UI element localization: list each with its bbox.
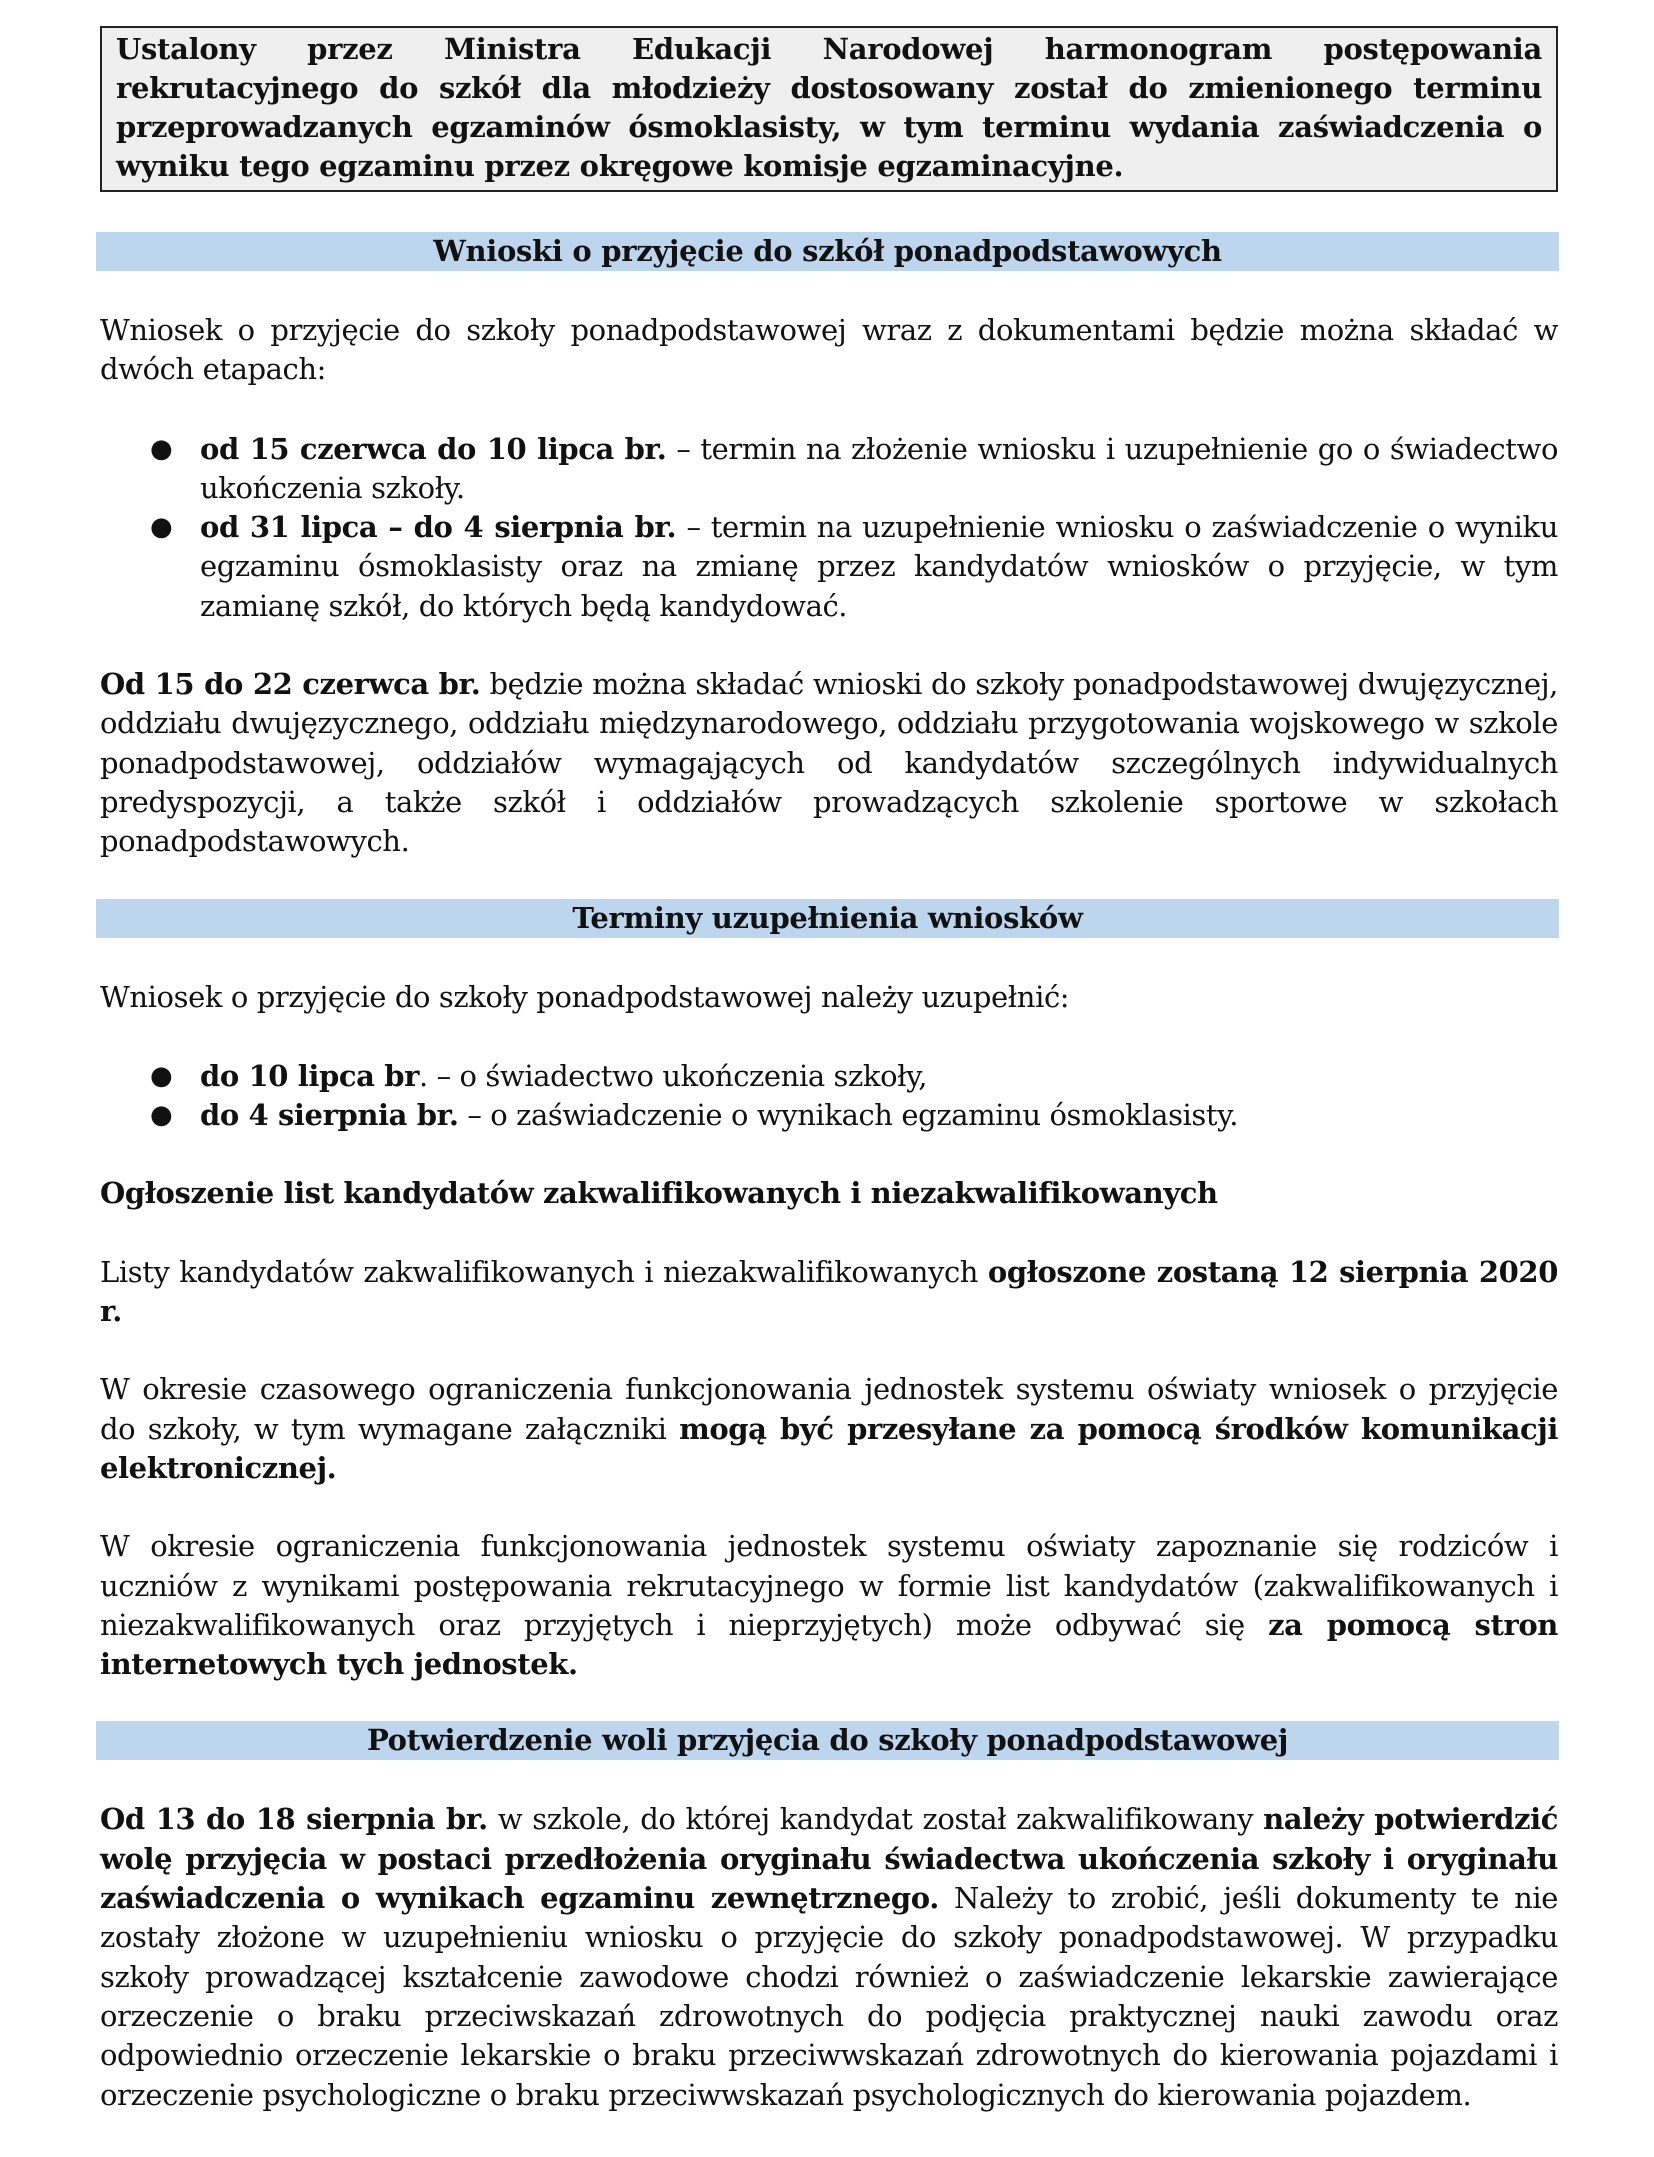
bullet-icon: ● bbox=[150, 1100, 173, 1131]
special-schools-text: będzie można składać wnioski do szkoły ponadpodstawowej dwujęzycznej, oddziału dwujęzycznego, oddziału międzynarodowego, oddziału przygotowania wojskowego w szkole ponadpodstawowej, oddziałów wymagających od kandydatów szczególnych indywidualnych predyspozycji, a także szkół i oddziałów prowadzących szkolenie sportowe w szkołach ponadpodstawowych. bbox=[100, 667, 1558, 859]
section-heading-text: Wnioski o przyjęcie do szkół ponadpodstawowych bbox=[433, 234, 1222, 268]
lists-announcement-paragraph bbox=[100, 1253, 1558, 1332]
bullet-icon: ● bbox=[150, 512, 173, 543]
confirmation-text: w szkole, do której kandydat został zakwalifikowany bbox=[487, 1802, 1264, 1837]
electronic-submission-paragraph bbox=[100, 1370, 1558, 1488]
list-item bbox=[100, 430, 1558, 509]
stage-date-range: od 31 lipca – do 4 sierpnia br. bbox=[200, 510, 677, 545]
electronic-text: W okresie czasowego ograniczenia funkcjonowania jednostek systemu oświaty wniosek o przyjęcie do szkoły, w tym wymagane załączniki bbox=[100, 1372, 1558, 1446]
applications-intro-paragraph: Wniosek o przyjęcie do szkoły ponadpodstawowej wraz z dokumentami będzie można składać w dwóch etapach: bbox=[100, 313, 1558, 387]
subheading-text: Ogłoszenie list kandydatów zakwalifikowanych i niezakwalifikowanych bbox=[100, 1176, 1218, 1211]
confirmation-requirement: należy potwierdzić wolę przyjęcia w postaci przedłożenia oryginału świadectwa ukończenia szkoły i oryginału zaświadczenia o wynikach egzaminu zewnętrznego. bbox=[100, 1802, 1558, 1916]
results-publication-paragraph bbox=[100, 1527, 1558, 1684]
lists-date: ogłoszone zostaną 12 sierpnia 2020 r. bbox=[100, 1254, 1558, 1329]
application-stages-list bbox=[100, 430, 1558, 626]
special-schools-paragraph bbox=[100, 665, 1558, 861]
deadlines-intro-paragraph: Wniosek o przyjęcie do szkoły ponadpodstawowej należy uzupełnić: bbox=[100, 979, 1070, 1014]
list-item bbox=[100, 1057, 1558, 1096]
list-item bbox=[100, 1096, 1558, 1135]
section-heading-deadlines bbox=[96, 899, 1559, 938]
electronic-emphasis: mogą być przesyłane za pomocą środków komunikacji elektronicznej. bbox=[100, 1411, 1558, 1485]
section-heading-text: Terminy uzupełnienia wniosków bbox=[572, 900, 1083, 935]
list-item bbox=[100, 508, 1558, 626]
deadline-description: . – o świadectwo ukończenia szkoły, bbox=[418, 1058, 928, 1093]
deadline-date: do 4 sierpnia br. bbox=[200, 1098, 459, 1133]
results-text: W okresie ograniczenia funkcjonowania jednostek systemu oświaty zapoznanie się rodziców i uczniów z wynikami postępowania rekrutacyjnego w formie list kandydatów (zakwalifikowanych i niezakwalifikowanych oraz przyjętych i nieprzyjętych) może odbywać się bbox=[100, 1529, 1558, 1642]
stage-description: – termin na złożenie wniosku i uzupełnienie go o świadectwo ukończenia szkoły. bbox=[200, 431, 1559, 505]
section-heading-text: Potwierdzenie woli przyjęcia do szkoły ponadpodstawowej bbox=[366, 1723, 1289, 1758]
section-heading-confirmation bbox=[96, 1721, 1559, 1760]
stage-description: – termin na uzupełnienie wniosku o zaświadczenie o wyniku egzaminu ósmoklasisty oraz na zmianę przez kandydatów wniosków o przyjęcie, w tym zamianę szkół, do których będą kandydować. bbox=[200, 510, 1558, 623]
bullet-icon: ● bbox=[150, 1060, 173, 1091]
results-emphasis: za pomocą stron internetowych tych jednostek. bbox=[100, 1607, 1558, 1682]
deadlines-list bbox=[100, 1057, 1558, 1136]
intro-notice-box bbox=[100, 26, 1558, 192]
deadline-date: do 10 lipca br bbox=[200, 1058, 419, 1093]
bullet-icon: ● bbox=[150, 433, 173, 464]
lists-announcement-heading bbox=[100, 1174, 1558, 1213]
section-heading-applications bbox=[96, 232, 1559, 271]
document-page bbox=[100, 26, 1558, 2115]
confirmation-details: Należy to zrobić, jeśli dokumenty te nie zostały złożone w uzupełnieniu wniosku o przyjęcie do szkoły ponadpodstawowej. W przypadku szkoły prowadzącej kształcenie zawodowe chodzi również o zaświadczenie lekarskie zawierające orzeczenie o braku przeciwskazań zdrowotnych do podjęcia praktycznej nauki zawodu oraz odpowiednio orzeczenie lekarskie o braku przeciwwskazań zdrowotnych do kierowania pojazdami i orzeczenie psychologiczne o braku przeciwwskazań psychologicznych do kierowania pojazdem. bbox=[100, 1881, 1559, 2112]
stage-date-range: od 15 czerwca do 10 lipca br. bbox=[200, 431, 667, 466]
special-schools-dates: Od 15 do 22 czerwca br. bbox=[100, 667, 481, 702]
lists-text: Listy kandydatów zakwalifikowanych i niezakwalifikowanych bbox=[100, 1254, 988, 1289]
confirmation-dates: Od 13 do 18 sierpnia br. bbox=[100, 1802, 488, 1837]
confirmation-paragraph bbox=[100, 1800, 1558, 2114]
intro-notice-text: Ustalony przez Ministra Edukacji Narodowej harmonogram postępowania rekrutacyjnego do szkół dla młodzieży dostosowany został do zmienionego terminu przeprowadzanych egzaminów ósmoklasisty, w tym terminu wydania zaświadczenia o wyniku tego egzaminu przez okręgowe komisje egzaminacyjne. bbox=[116, 32, 1542, 183]
deadline-description: – o zaświadczenie o wynikach egzaminu ósmoklasisty. bbox=[458, 1098, 1239, 1133]
